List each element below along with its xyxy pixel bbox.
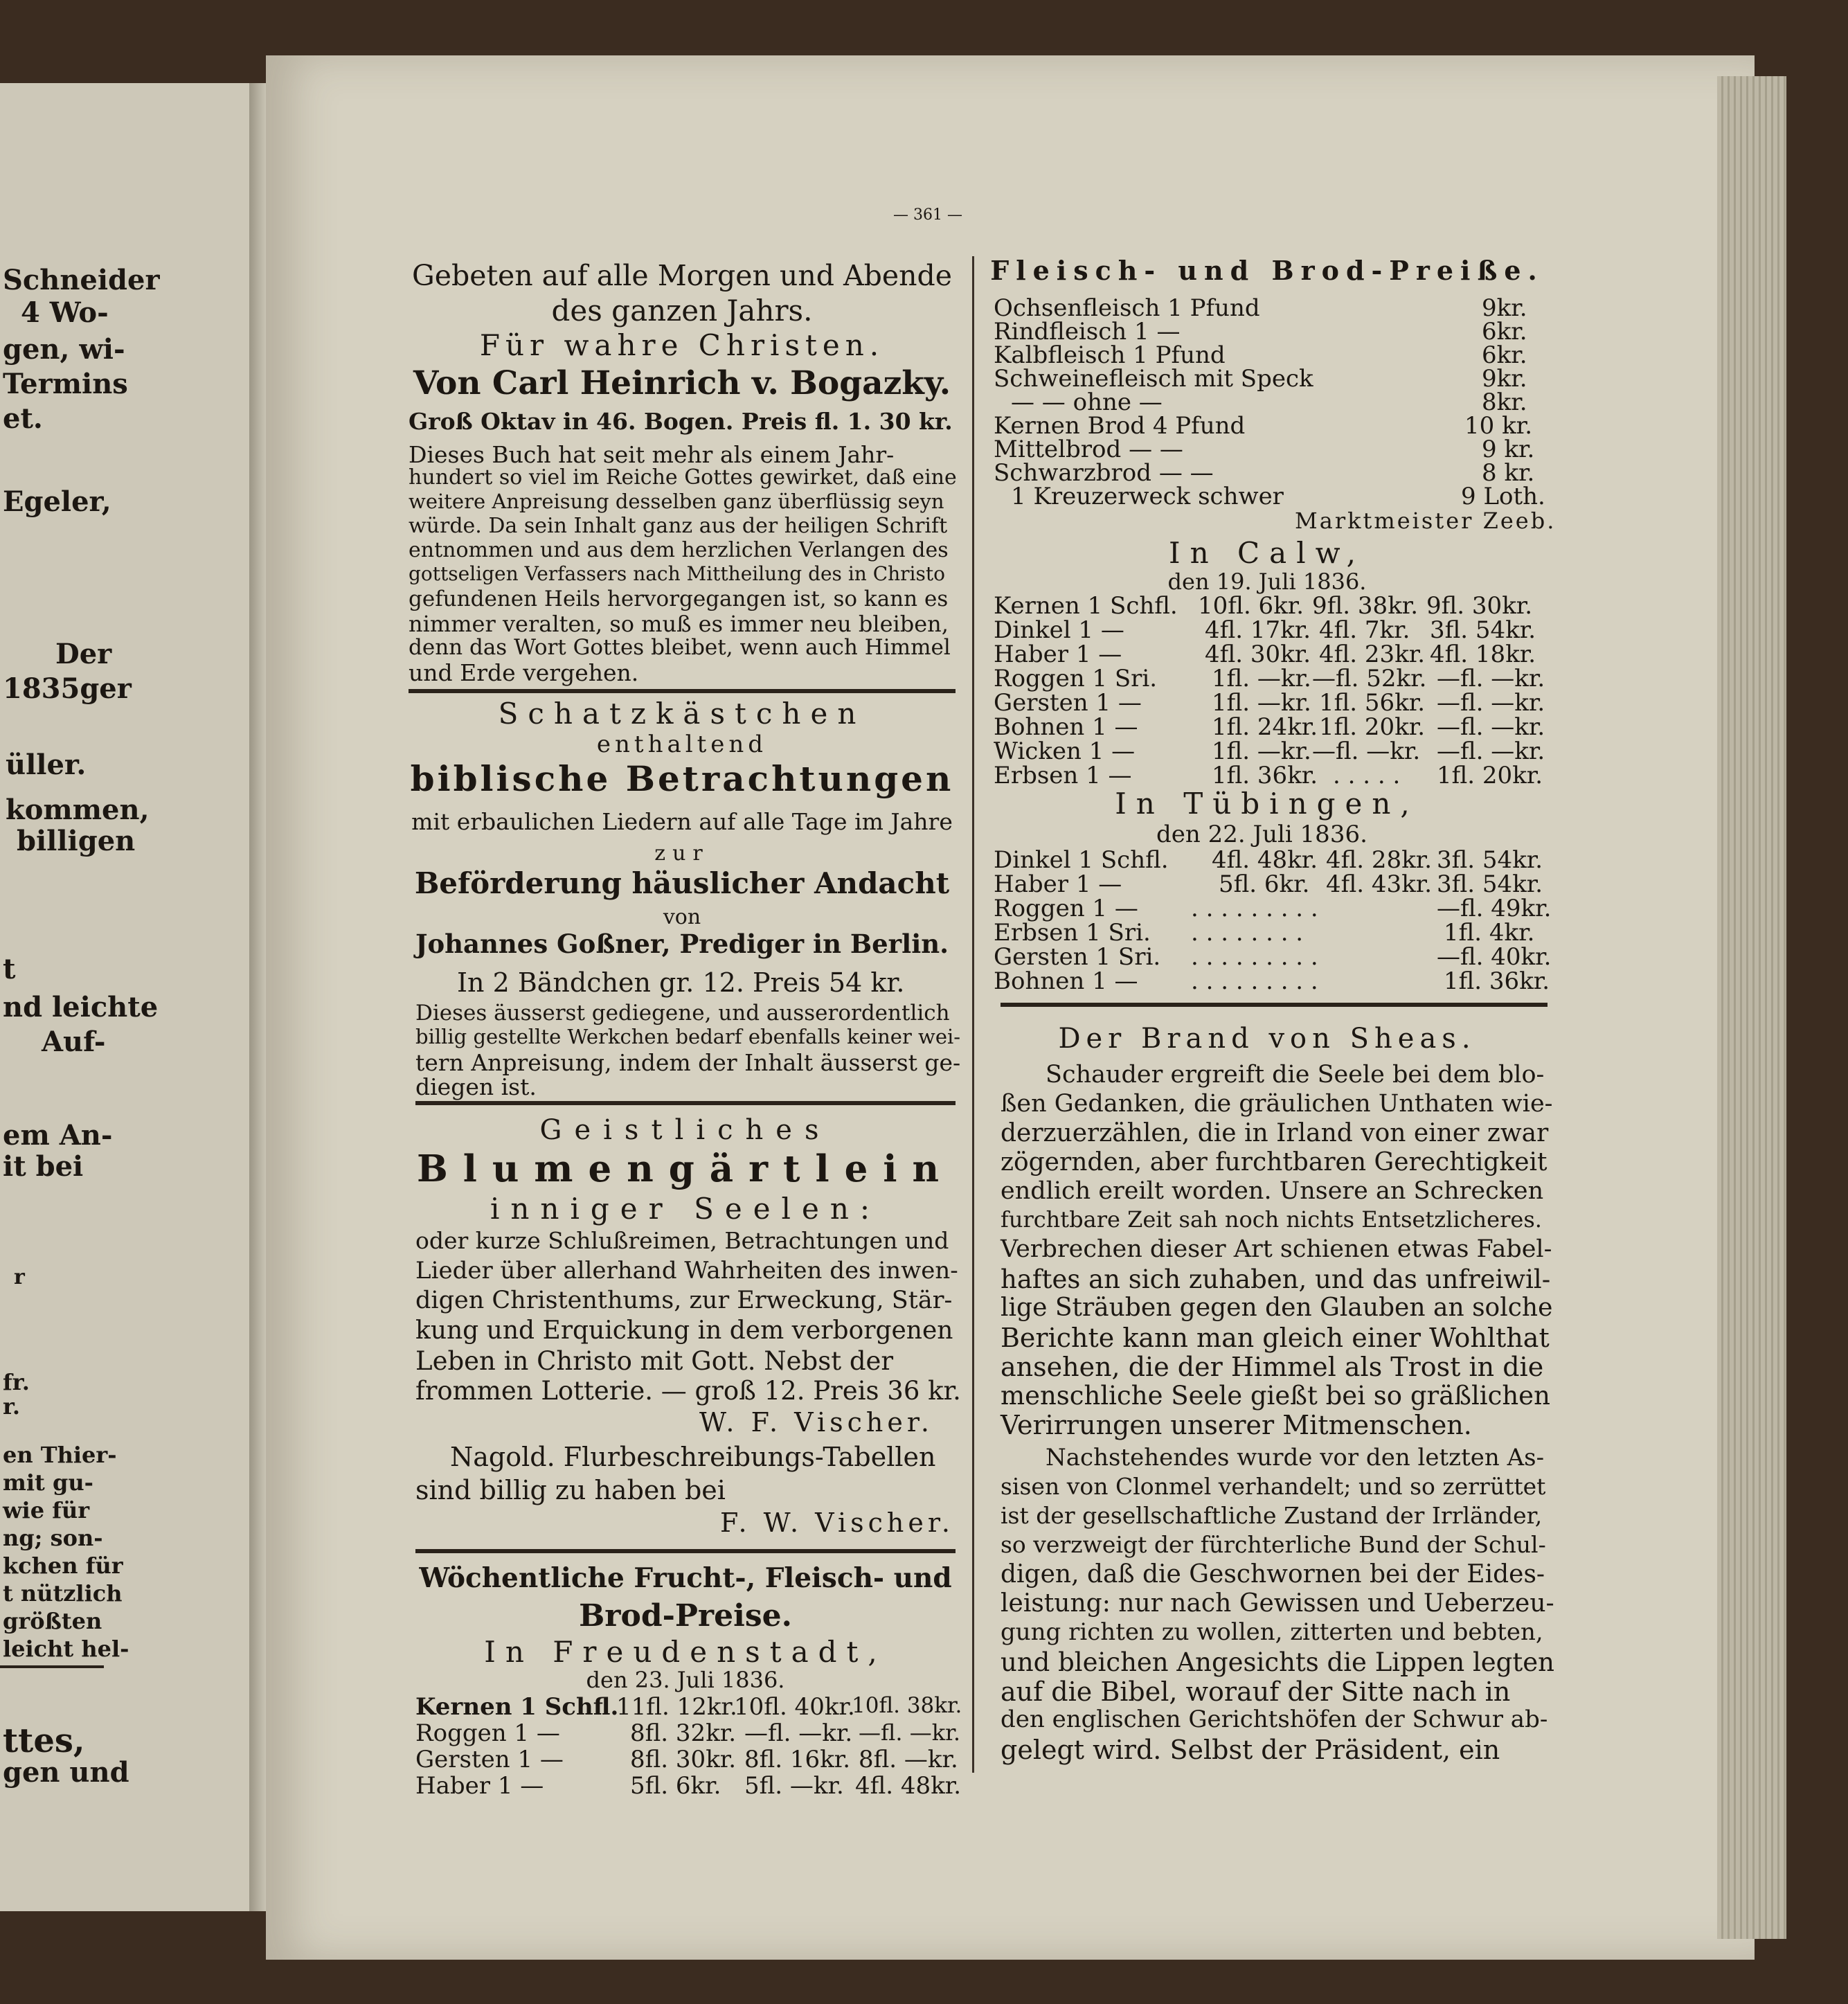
article-line: gung richten zu wollen, zitterten und bebten, [1001,1618,1543,1646]
town-heading: In Tübingen, [1115,787,1419,821]
article-line: endlich ereilt worden. Unsere an Schrecken [1001,1177,1544,1205]
table-cell: —fl. —kr. [1437,665,1545,692]
ad-subtitle: enthaltend [596,731,768,758]
table-cell: 1fl. —kr. [1212,689,1311,717]
table-cell: . . . . . . . . . [1191,943,1318,971]
table-cell: Haber 1 — [415,1772,544,1800]
table-cell: Gersten 1 — [994,689,1142,717]
meat-item: 1 Kreuzerweck schwer [1011,483,1284,510]
left-fragment: Egeler, [3,485,111,518]
meat-price: 9kr. [1482,294,1527,322]
table-cell: Wicken 1 — [994,737,1136,765]
left-fragment: größten [3,1608,102,1634]
left-fragment: ng; son- [3,1525,103,1551]
meat-item: Ochsenfleisch 1 Pfund [994,294,1260,322]
article-line: auf die Bibel, worauf der Sitte nach in [1001,1676,1511,1707]
ad-title: Schatzkästchen [498,697,866,731]
table-cell: 9fl. 38kr. [1312,592,1419,620]
table-cell: 1fl. 24kr. [1212,713,1318,741]
table-cell: 4fl. 23kr. [1319,641,1426,668]
left-fragment: gen und [3,1756,129,1789]
article-line: derzuerzählen, die in Irland von einer zwar [1001,1119,1549,1147]
town-date: den 19. Juli 1836. [1167,569,1367,595]
table-cell: 4fl. 48kr. [855,1772,962,1800]
ad-subtitle: von [663,905,701,929]
left-fragment: Schneider [3,264,160,296]
article-line: Verirrungen unserer Mitmenschen. [1001,1410,1472,1440]
meat-price: 9kr. [1482,365,1527,393]
table-cell: Roggen 1 — [994,895,1138,922]
table-cell: 10fl. 6kr. [1198,592,1304,620]
left-fragment: 4 Wo- [21,296,109,329]
table-cell: 4fl. 30kr. [1205,641,1311,668]
ad-title: Geistliches [539,1114,832,1146]
article-line: Nachstehendes wurde vor den letzten As- [1046,1444,1545,1471]
article-line: den englischen Gerichtshöfen der Schwur ab- [1001,1706,1548,1733]
meat-price: 6kr. [1482,318,1527,346]
ad-body-line: kung und Erquickung in dem verborgenen [415,1316,953,1345]
ad-body-line: und Erde vergehen. [409,659,639,686]
left-fragment: en Thier- [3,1442,117,1468]
left-fragment: t [3,953,16,985]
table-cell: Kernen 1 Schfl. [415,1693,619,1721]
ad-title: des ganzen Jahrs. [551,294,813,328]
table-cell: 1fl. 36kr. [1212,762,1318,789]
table-cell: 8fl. 32kr. [630,1719,737,1747]
ad-subtitle: mit erbaulichen Liedern auf alle Tage im Jahre [411,808,953,835]
meat-item: Schweinefleisch mit Speck [994,365,1313,393]
table-cell: 8fl. 30kr. [630,1746,737,1773]
ad-body-line: Nagold. Flurbeschreibungs-Tabellen [450,1442,936,1472]
meat-signature: Marktmeister Zeeb. [1295,508,1557,534]
table-cell: Roggen 1 — [415,1719,560,1747]
table-cell: 3fl. 54kr. [1437,870,1543,898]
article-line: sisen von Clonmel verhandelt; und so zerrüttet [1001,1473,1546,1500]
ad-author: Von Carl Heinrich v. Bogazky. [413,364,951,402]
article-title: Der Brand von Sheas. [1058,1023,1476,1055]
ad-price: In 2 Bändchen gr. 12. Preis 54 kr. [457,967,905,998]
table-cell: 5fl. 6kr. [630,1772,721,1800]
article-line: ansehen, die der Himmel als Trost in die [1001,1352,1544,1382]
ad-title: biblische Betrachtungen [410,758,954,799]
ad-body-line: diegen ist. [415,1073,537,1100]
ad-body-line: entnommen und aus dem herzlichen Verlangen des [409,538,949,562]
table-cell: 10fl. 38kr. [852,1693,962,1718]
prices-heading: Wöchentliche Frucht-, Fleisch- und [419,1562,952,1594]
page-edges [1717,76,1786,1939]
ad-body-line: sind billig zu haben bei [415,1475,726,1505]
article-line: Verbrechen dieser Art schienen etwas Fabel- [1001,1235,1552,1263]
table-cell: 1fl. 56kr. [1319,689,1426,717]
article-line: Schauder ergreift die Seele bei dem blo- [1046,1061,1545,1089]
table-cell: 4fl. 18kr. [1430,641,1536,668]
meat-item: Kernen Brod 4 Pfund [994,412,1246,440]
meat-price: 6kr. [1482,341,1527,369]
article-line: haftes an sich zuhaben, und das unfreiwil- [1001,1264,1551,1294]
table-cell: 1fl. 20kr. [1319,713,1426,741]
table-cell: —fl. —kr. [744,1719,853,1747]
ad-body-line: denn das Wort Gottes bleibet, wenn auch Himmel [409,635,951,660]
page-number: — 361 — [893,206,962,224]
meat-item: Mittelbrod — — [994,436,1183,463]
table-cell: 3fl. 54kr. [1430,616,1536,644]
ad-body-line: frommen Lotterie. — groß 12. Preis 36 kr. [415,1376,961,1406]
ad-body-line: gefundenen Heils hervorgegangen ist, so kann es [409,587,949,611]
left-fragment: wie für [3,1497,90,1523]
ad-body-line: weitere Anpreisung desselben ganz überflüssig seyn [409,490,944,513]
left-fragment: leicht hel- [3,1636,129,1662]
left-fragment: 1835ger [3,672,132,705]
table-cell: 1fl. 20kr. [1437,762,1543,789]
table-cell: —fl. 52kr. [1312,665,1427,692]
meat-price: 9 Loth. [1461,483,1545,510]
left-fragment: em An- [3,1119,113,1152]
ad-body-line: nimmer veralten, so muß es immer neu bleiben, [409,611,949,637]
table-cell: 10fl. 40kr. [734,1693,855,1721]
table-cell: . . . . . [1333,762,1401,789]
table-cell: Erbsen 1 — [994,762,1132,789]
table-cell: 9fl. 30kr. [1426,592,1533,620]
table-cell: 5fl. 6kr. [1219,870,1310,898]
town-heading: In Freudenstadt, [484,1635,887,1669]
section-rule [415,1549,956,1553]
table-cell: —fl. 49kr. [1437,895,1552,922]
article-line: furchtbare Zeit sah noch nichts Entsetzlicheres. [1001,1206,1542,1233]
table-cell: Dinkel 1 — [994,616,1124,644]
town-date: den 23. Juli 1836. [586,1667,785,1693]
table-cell: Dinkel 1 Schfl. [994,846,1169,874]
left-fragment: billigen [17,825,136,857]
ad-author: Johannes Goßner, Prediger in Berlin. [415,929,949,959]
ad-body-line: Leben in Christo mit Gott. Nebst der [415,1346,894,1376]
meat-item: Kalbfleisch 1 Pfund [994,341,1226,369]
town-heading: In Calw, [1169,536,1365,570]
table-cell: Bohnen 1 — [994,713,1138,741]
table-cell: —fl. —kr. [1437,737,1545,765]
ad-body-line: oder kurze Schlußreimen, Betrachtungen und [415,1227,949,1254]
table-cell: 1fl. 36kr. [1444,967,1550,995]
left-fragment: fr. [3,1369,30,1395]
ad-body-line: tern Anpreisung, indem der Inhalt äusserst ge- [415,1049,961,1076]
left-fragment: et. [3,402,43,435]
article-line: menschliche Seele gießt bei so gräßlichen [1001,1381,1550,1411]
ad-body-line: digen Christenthums, zur Erweckung, Stär- [415,1287,953,1314]
article-line: gelegt wird. Selbst der Präsident, ein [1001,1735,1500,1765]
left-fragment: kchen für [3,1553,123,1579]
ad-title: Blumengärtlein [416,1147,955,1190]
ad-body-line: Dieses Buch hat seit mehr als einem Jahr- [409,441,895,468]
ad-body-line: hundert so viel im Reiche Gottes gewirket, daß eine [409,465,957,490]
article-line: so verzweigt der fürchterliche Bund der Schul- [1001,1531,1546,1558]
table-cell: 4fl. 7kr. [1319,616,1410,644]
left-fragment: ttes, [3,1721,85,1760]
meat-price: 10 kr. [1464,412,1532,440]
table-cell: Bohnen 1 — [994,967,1138,995]
left-fragment: Termins [3,368,128,400]
table-cell: 4fl. 17kr. [1205,616,1311,644]
table-cell: 8fl. —kr. [859,1746,958,1773]
prices-heading: Brod-Preise. [579,1598,792,1634]
section-rule [409,689,956,693]
left-fragment: üller. [6,749,87,781]
section-rule [415,1101,956,1105]
ad-signature: F. W. Vischer. [720,1508,954,1538]
meat-price: 8kr. [1482,388,1527,416]
ad-title: inniger Seelen: [490,1192,881,1226]
article-line: Berichte kann man gleich einer Wohlthat [1001,1323,1550,1353]
article-line: ßen Gedanken, die gräulichen Unthaten wie- [1001,1090,1553,1118]
table-cell: —fl. —kr. [1312,737,1421,765]
table-cell: 5fl. —kr. [744,1772,844,1800]
section-rule [1001,1003,1548,1007]
left-fragment: nd leichte [3,991,159,1023]
table-cell: 1fl. —kr. [1212,737,1311,765]
meat-heading: Fleisch- und Brod-Preiße. [990,255,1544,286]
table-cell: Haber 1 — [994,870,1122,898]
left-fragment: mit gu- [3,1469,93,1496]
left-fragment: t nützlich [3,1580,123,1607]
book-gutter [249,83,266,1911]
table-cell: —fl. —kr. [859,1719,961,1746]
table-cell: 4fl. 48kr. [1212,846,1318,874]
table-cell: 4fl. 43kr. [1326,870,1433,898]
article-line: ist der gesellschaftliche Zustand der Irrländer, [1001,1502,1543,1529]
table-cell: 1fl. 4kr. [1444,919,1535,947]
table-cell: —fl. —kr. [1437,713,1545,741]
left-fragment: gen, wi- [3,333,125,366]
column-divider [972,256,974,1773]
meat-item: Rindfleisch 1 — [994,318,1181,346]
left-fragment: it bei [3,1150,84,1183]
table-cell: 3fl. 54kr. [1437,846,1543,874]
article-line: lige Sträuben gegen den Glauben an solche [1001,1294,1553,1322]
table-cell: 1fl. —kr. [1212,665,1311,692]
ad-body-line: würde. Da sein Inhalt ganz aus der heiligen Schrift [409,514,948,538]
ad-body-line: gottseligen Verfassers nach Mittheilung des in Christo [409,562,945,585]
table-cell: . . . . . . . . . [1191,895,1318,922]
meat-price: 8 kr. [1482,459,1535,487]
table-cell: 4fl. 28kr. [1326,846,1433,874]
left-fragment: Auf- [42,1026,106,1058]
meat-item: — — ohne — [1011,388,1163,416]
table-cell: Kernen 1 Schfl. [994,592,1178,620]
left-rule [0,1665,104,1668]
left-fragment: r [14,1265,25,1289]
ad-body-line: billig gestellte Werkchen bedarf ebenfalls keiner wei- [415,1025,961,1048]
table-cell: Gersten 1 Sri. [994,943,1161,971]
ad-body-line: Lieder über allerhand Wahrheiten des inwen- [415,1257,958,1285]
ad-subtitle: zur [654,841,710,866]
ad-title: Gebeten auf alle Morgen und Abende [411,259,953,292]
article-line: digen, daß die Geschwornen bei der Eides- [1001,1560,1545,1589]
table-cell: 8fl. 16kr. [744,1746,851,1773]
article-line: und bleichen Angesichts die Lippen legten [1001,1647,1554,1677]
article-line: leistung: nur nach Gewissen und Ueberzeu- [1001,1589,1554,1618]
table-cell: . . . . . . . . . [1191,967,1318,995]
ad-title: Für wahre Christen. [479,328,885,362]
ad-signature: W. F. Vischer. [699,1407,933,1438]
table-cell: Roggen 1 Sri. [994,665,1158,692]
meat-item: Schwarzbrod — — [994,459,1214,487]
table-cell: . . . . . . . . [1191,919,1304,947]
meat-price: 9 kr. [1482,436,1535,463]
table-cell: —fl. —kr. [1437,689,1545,717]
town-date: den 22. Juli 1836. [1156,821,1367,848]
table-cell: Gersten 1 — [415,1746,564,1773]
table-cell: —fl. 40kr. [1437,943,1552,971]
ad-title: Beförderung häuslicher Andacht [414,866,950,900]
left-fragment: Der [55,638,112,670]
table-cell: Haber 1 — [994,641,1122,668]
ad-price: Groß Oktav in 46. Bogen. Preis fl. 1. 30 kr. [409,408,953,435]
table-cell: Erbsen 1 Sri. [994,919,1151,947]
left-fragment: kommen, [6,794,150,826]
article-line: zögernden, aber furchtbaren Gerechtigkeit [1001,1148,1548,1177]
ad-body-line: Dieses äusserst gediegene, und ausserordentlich [415,1001,950,1026]
left-fragment: r. [3,1393,21,1420]
table-cell: 11fl. 12kr. [616,1693,737,1721]
